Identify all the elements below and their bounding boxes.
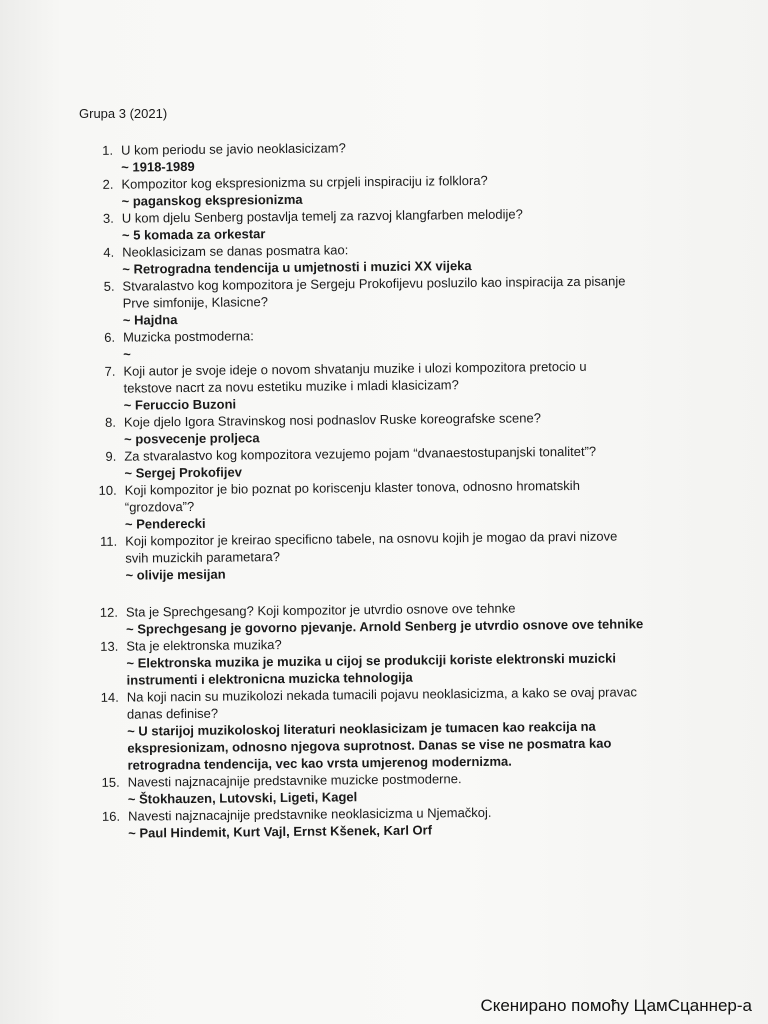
question-text: Stvaralastvo kog kompozitora je Sergeju Prokofijevu posluzilo kao inspiracija za pisanje Prve simfonije, Klasicne? xyxy=(122,273,626,311)
answer-text: ~ Paul Hindemit, Kurt Vajl, Ernst Kšenek, Karl Orf xyxy=(128,822,433,841)
question-number: 4. xyxy=(103,244,115,260)
answer-text: ~ U starijoj muzikoloskoj literaturi neoklasicizam je tumacen kao reakcija na ekspresionizam, odnosno njegova suprotnost. Danas se vise ne posmatra kao retrogradna tendencija, vec kao vrsta umjerenog modernizma. xyxy=(127,718,612,773)
answer-text: ~ Retrogradna tendencija u umjetnosti i muzici XX vijeka xyxy=(122,258,472,277)
question-number: 7. xyxy=(104,363,116,379)
question-text: Sta je elektronska muzika? xyxy=(126,637,282,654)
answer-text: ~ Štokhauzen, Lutovski, Ligeti, Kagel xyxy=(127,789,358,807)
question-number: 16. xyxy=(101,808,121,824)
document-title: Grupa 3 (2021) xyxy=(79,106,168,121)
question-text: Muzicka postmoderna: xyxy=(122,328,254,345)
question-number: 2. xyxy=(102,176,114,192)
question-item xyxy=(94,476,695,533)
question-number: 15. xyxy=(101,774,120,790)
answer-text: ~ olivije mesijan xyxy=(125,566,226,583)
answer-text: ~ posvecenje proljeca xyxy=(124,430,260,447)
question-text: Navesti najznacajnije predstavnike neoklasicizma u Njemačkoj. xyxy=(127,804,492,824)
answer-text: ~ Elektronska muzika je muzika u cijoj se produkciji koriste elektronski muzicki instrumenti i elektronicna muzicka tehnologija xyxy=(126,650,617,688)
question-item xyxy=(91,272,692,329)
answer-text: ~ Hajdna xyxy=(122,312,178,328)
question-list xyxy=(90,136,697,842)
answer-text: ~ paganskog ekspresionizma xyxy=(121,191,303,209)
question-number: 9. xyxy=(105,448,117,464)
answer-text: ~ Feruccio Buzoni xyxy=(123,396,237,413)
question-text: Na koji nacin su muzikolozi nekada tumacili pojavu neoklasicizma, a kako se ovaj pravac danas definise? xyxy=(126,684,638,722)
question-number: 11. xyxy=(99,533,118,549)
question-number: 3. xyxy=(102,210,114,226)
question-text: Sta je Sprechgesang? Koji kompozitor je utvrdio osnove ove tehnke xyxy=(125,600,516,620)
question-item xyxy=(95,632,696,689)
question-text: Koji autor je svoje ideje o novom shvatanju muzike i ulozi kompozitora pretocio u tekstove nacrt za novu estetiku muzike i mladi klasicizam? xyxy=(123,358,587,396)
question-number: 13. xyxy=(100,638,119,654)
question-item xyxy=(96,683,697,774)
question-number: 14. xyxy=(100,689,119,705)
question-item xyxy=(92,357,693,414)
question-item xyxy=(97,802,697,842)
question-number: 12. xyxy=(99,604,119,620)
answer-text: ~ Penderecki xyxy=(124,515,206,532)
question-number: 6. xyxy=(104,329,116,345)
question-number: 5. xyxy=(103,278,115,294)
question-text: Za stvaralastvo kog kompozitora vezujemo pojam “dvanaestostupanjski tonalitet”? xyxy=(124,443,597,464)
question-text: Koji kompozitor je kreirao specificno tabele, na osnovu kojih je mogao da pravi nizove svih muzickih parametara? xyxy=(125,528,618,566)
question-number: 8. xyxy=(105,414,117,430)
question-text: Koji kompozitor je bio poznat po koriscenju klaster tonova, odnosno hromatskih “grozdova”? xyxy=(124,477,580,515)
scanner-watermark: Скенирано помоћу ЦамСцаннер-а xyxy=(480,996,752,1015)
question-text: Kompozitor kog ekspresionizma su crpjeli inspiraciju iz folklora? xyxy=(121,172,488,192)
question-text: Koje djelo Igora Stravinskog nosi podnaslov Ruske koreografske scene? xyxy=(123,410,541,430)
answer-text: ~ Sergej Prokofijev xyxy=(124,464,242,481)
question-number: 10. xyxy=(98,482,117,498)
question-text: U kom periodu se javio neoklasicizam? xyxy=(121,140,346,158)
answer-text: ~ 5 komada za orkestar xyxy=(121,226,266,243)
question-item xyxy=(94,527,695,584)
question-text: Neoklasicizam se danas posmatra kao: xyxy=(122,242,349,260)
answer-text: ~ 1918-1989 xyxy=(121,158,195,175)
answer-text: ~ xyxy=(123,346,131,362)
question-text: U kom djelu Senberg postavlja temelj za razvoj klangfarben melodije? xyxy=(121,206,523,226)
question-text: Navesti najznacajnije predstavnike muzicke postmoderne. xyxy=(127,771,462,790)
answer-text: ~ Sprechgesang je govorno pjevanje. Arnold Senberg je utvrdio osnove ove tehnike xyxy=(126,616,644,637)
question-number: 1. xyxy=(102,142,114,158)
